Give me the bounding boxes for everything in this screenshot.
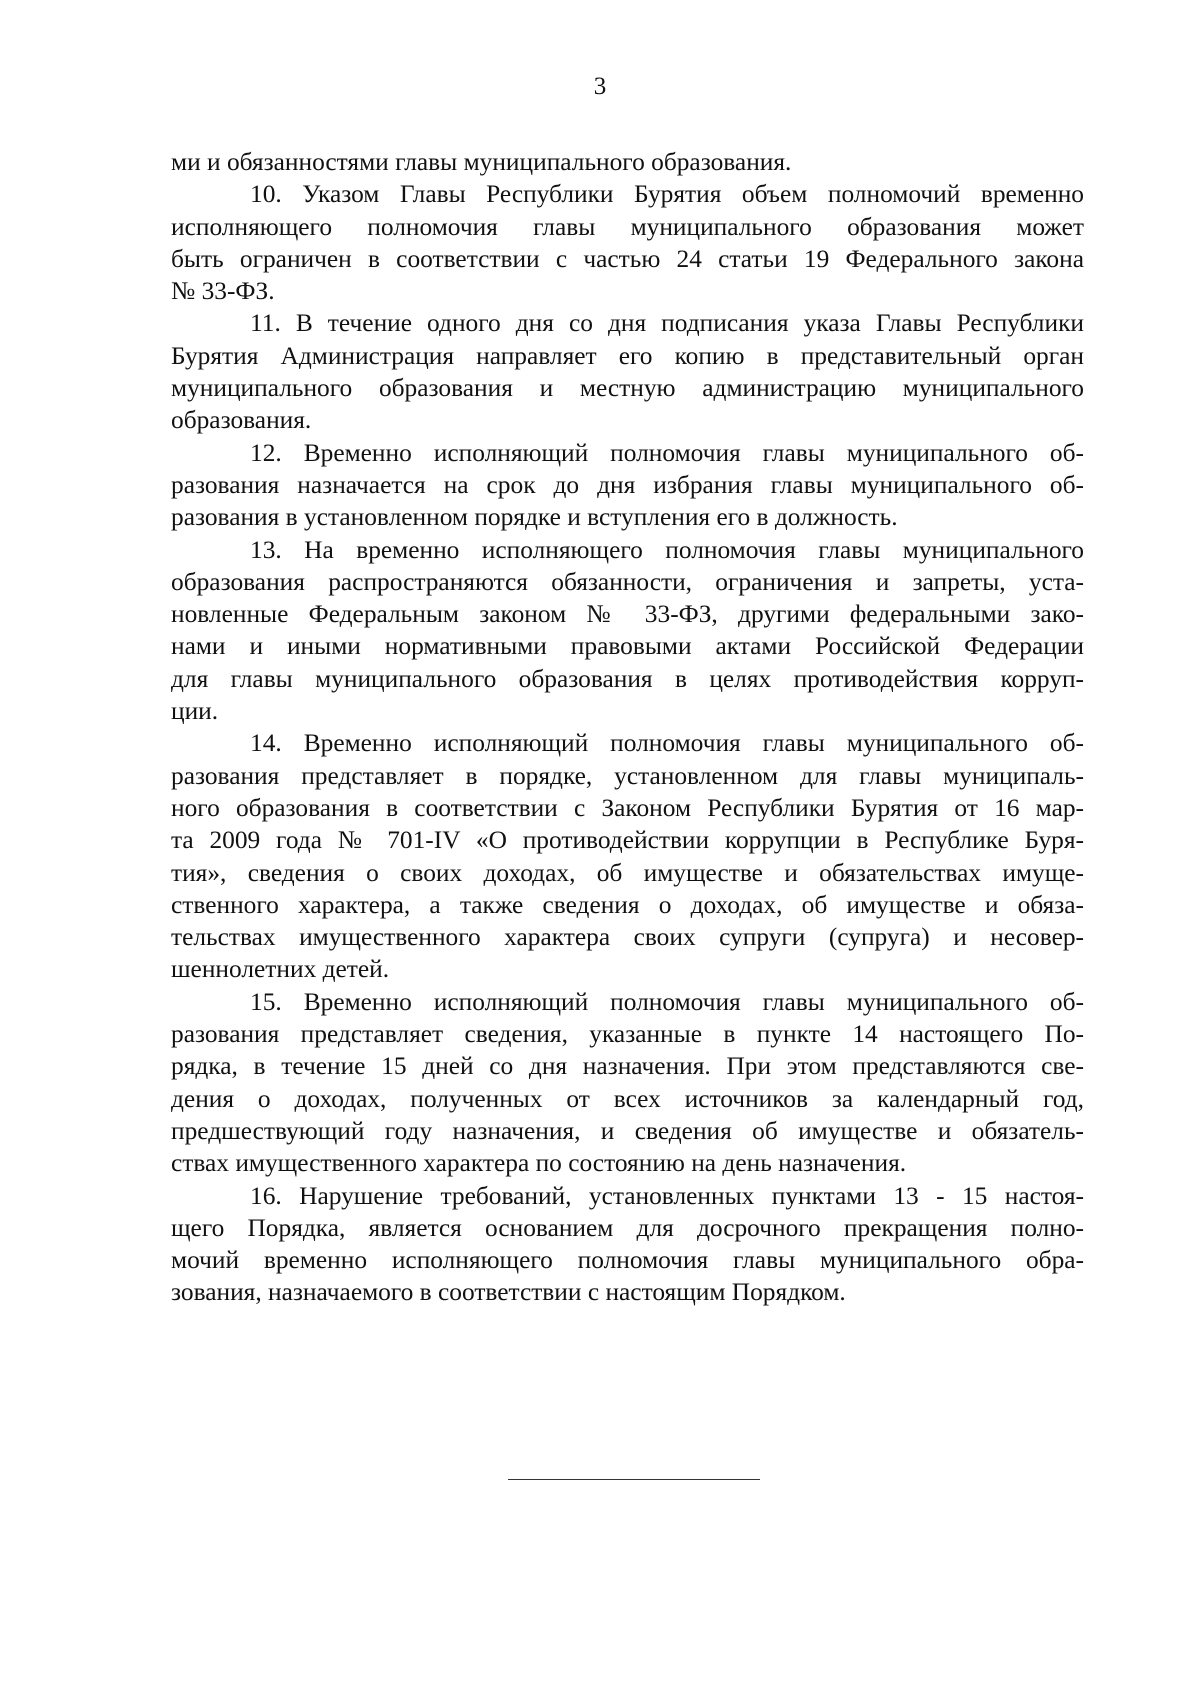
paragraph-line: предшествующий году назначения, и сведения об имуществе и обязатель- (171, 1116, 1084, 1145)
paragraph-line: ции. (171, 697, 219, 726)
end-of-document-rule (508, 1479, 760, 1480)
paragraph-line: та 2009 года № 701-IV «О противодействии коррупции в Республике Буря- (171, 826, 1084, 855)
paragraph-line: шеннолетних детей. (171, 955, 390, 984)
paragraph (171, 178, 1084, 307)
paragraph-line: ми и обязанностями главы муниципального образования. (171, 148, 792, 176)
paragraph (171, 1180, 1084, 1309)
paragraph-line: Бурятия Администрация направляет его копию в представительный орган (171, 341, 1084, 370)
paragraph-line: 12. Временно исполняющий полномочия главы муниципального об- (250, 438, 1084, 467)
paragraph-line: рядка, в течение 15 дней со дня назначения. При этом представляются све- (171, 1052, 1084, 1081)
paragraph-line: 10. Указом Главы Республики Бурятия объем полномочий временно (250, 180, 1084, 209)
paragraph (171, 727, 1084, 985)
paragraph-line: дения о доходах, полученных от всех источников за календарный год, (171, 1084, 1084, 1113)
paragraph-line: 13. На временно исполняющего полномочия главы муниципального (250, 535, 1084, 564)
paragraph-line: муниципального образования и местную администрацию муниципального (171, 374, 1084, 403)
paragraph-line: разования назначается на срок до дня избрания главы муниципального об- (171, 470, 1084, 499)
paragraph-line: быть ограничен в соответствии с частью 24 статьи 19 Федерального закона (171, 244, 1084, 273)
paragraph-line: разования в установленном порядке и вступления его в должность. (171, 503, 898, 532)
paragraph (171, 307, 1084, 436)
paragraph-line: разования представляет сведения, указанные в пункте 14 настоящего По- (171, 1020, 1084, 1049)
paragraph-line: образования. (171, 406, 312, 435)
document-body (171, 146, 1084, 1309)
paragraph (171, 986, 1084, 1180)
paragraph-line: щего Порядка, является основанием для досрочного прекращения полно- (171, 1213, 1084, 1242)
paragraph-line: № 33-ФЗ. (171, 277, 275, 306)
paragraph (171, 437, 1084, 534)
paragraph-line: зования, назначаемого в соответствии с настоящим Порядком. (171, 1278, 846, 1307)
paragraph-line: нами и иными нормативными правовыми актами Российской Федерации (171, 632, 1084, 661)
paragraph (171, 534, 1084, 728)
paragraph-line: 15. Временно исполняющий полномочия главы муниципального об- (250, 987, 1084, 1016)
paragraph-line: новленные Федеральным законом № 33-ФЗ, другими федеральными зако- (171, 600, 1084, 629)
paragraph-line: 14. Временно исполняющий полномочия главы муниципального об- (250, 729, 1084, 758)
paragraph-line: образования распространяются обязанности, ограничения и запреты, уста- (171, 567, 1084, 596)
paragraph-line: исполняющего полномочия главы муниципального образования может (171, 212, 1084, 241)
paragraph-line: 11. В течение одного дня со дня подписания указа Главы Республики (250, 309, 1084, 338)
paragraph-line: ствах имущественного характера по состоянию на день назначения. (171, 1149, 907, 1178)
paragraph-line: ного образования в соответствии с Законом Республики Бурятия от 16 мар- (171, 793, 1084, 822)
paragraph-line: для главы муниципального образования в целях противодействия корруп- (171, 664, 1084, 693)
paragraph-line: 16. Нарушение требований, установленных пунктами 13 - 15 настоя- (250, 1181, 1084, 1210)
paragraph-line: мочий временно исполняющего полномочия главы муниципального обра- (171, 1246, 1084, 1275)
page-number: 3 (593, 73, 607, 100)
paragraph-line: ственного характера, а также сведения о доходах, об имуществе и обяза- (171, 890, 1084, 919)
paragraph-line: тельствах имущественного характера своих супруги (супруга) и несовер- (171, 923, 1084, 952)
paragraph-line: разования представляет в порядке, установленном для главы муниципаль- (171, 761, 1084, 790)
paragraph (171, 146, 1084, 178)
paragraph-line: тия», сведения о своих доходах, об имуществе и обязательствах имуще- (171, 858, 1084, 887)
